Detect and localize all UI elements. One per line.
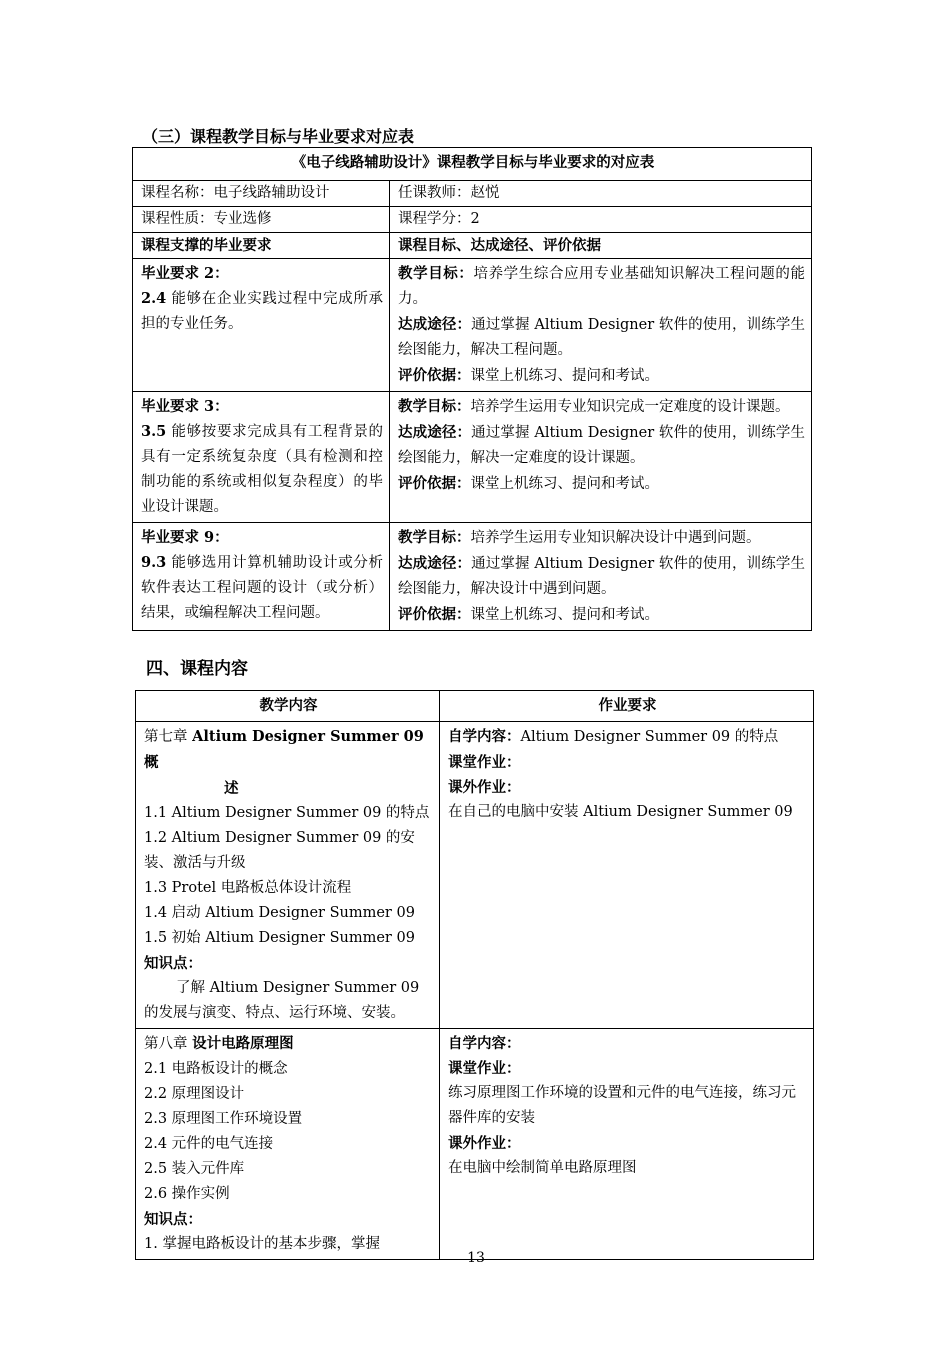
requirement-number: 2.4	[141, 290, 167, 307]
requirement-number: 9.3	[141, 554, 167, 571]
requirement-text: 能够按要求完成具有工程背景的具有一定系统复杂度（具有检测和控制功能的系统或相似复杂程度）的毕业设计课题。	[141, 424, 383, 515]
path-label: 达成途径：	[398, 424, 472, 441]
eval-label: 评价依据：	[398, 367, 471, 384]
requirement-title: 毕业要求 2：	[141, 265, 229, 282]
class-work-text: 练习原理图工作环境的设置和元件的电气连接，练习元器件库的安装	[448, 1085, 796, 1126]
knowledge-text: 1. 掌握电路板设计的基本步骤，掌握	[144, 1236, 380, 1252]
class-work-label: 课堂作业：	[448, 1060, 521, 1077]
list-item: 1.2 Altium Designer Summer 09 的安装、激活与升级	[144, 830, 415, 871]
chapter-title: 设计电路原理图	[192, 1035, 294, 1052]
list-item: 1.1 Altium Designer Summer 09 的特点	[144, 805, 430, 821]
list-item: 2.3 原理图工作环境设置	[144, 1111, 303, 1127]
home-work-text: 在电脑中绘制简单电路原理图	[448, 1160, 637, 1176]
goal-text: 培养学生运用专业知识解决设计中遇到问题。	[470, 530, 761, 546]
knowledge-label: 知识点：	[144, 955, 202, 972]
list-item: 1.4 启动 Altium Designer Summer 09	[144, 905, 415, 921]
objectives-table	[132, 147, 812, 631]
home-work-label: 课外作业：	[448, 779, 521, 796]
list-item: 1.5 初始 Altium Designer Summer 09	[144, 930, 415, 946]
list-item: 1.3 Protel 电路板总体设计流程	[144, 880, 352, 896]
goal-text: 培养学生运用专业知识完成一定难度的设计课题。	[470, 399, 790, 415]
eval-text: 课堂上机练习、提问和考试。	[470, 368, 659, 384]
eval-text: 课堂上机练习、提问和考试。	[470, 476, 659, 492]
chapter-title: Altium Designer Summer 09 概	[144, 728, 424, 771]
goal-label: 教学目标：	[398, 398, 471, 415]
class-work-label: 课堂作业：	[448, 754, 521, 771]
list-item: 2.6 操作实例	[144, 1186, 230, 1202]
course-type: 课程性质：专业选修	[133, 207, 390, 233]
path-text: 通过掌握 Altium Designer 软件的使用，训练学生绘图能力，解决一定难度的设计课题。	[398, 425, 806, 466]
header-objectives: 课程目标、达成途径、评价依据	[390, 233, 812, 259]
page-number: 13	[467, 1250, 485, 1266]
list-item: 2.4 元件的电气连接	[144, 1136, 274, 1152]
eval-text: 课堂上机练习、提问和考试。	[470, 607, 659, 623]
course-content-table	[135, 690, 814, 1260]
objective-cell	[390, 259, 812, 392]
list-item: 2.1 电路板设计的概念	[144, 1061, 288, 1077]
chapter-prefix: 第八章	[144, 1036, 193, 1052]
teacher: 任课教师：赵悦	[390, 181, 812, 207]
requirement-text: 能够选用计算机辅助设计或分析软件表达工程问题的设计（或分析）结果，或编程解决工程问题。	[141, 555, 383, 621]
requirement-number: 3.5	[141, 423, 167, 440]
section-4-title: 四、课程内容	[146, 659, 248, 679]
section-3-title: （三）课程教学目标与毕业要求对应表	[142, 127, 415, 146]
table-row	[133, 392, 812, 523]
table-caption: 《电子线路辅助设计》课程教学目标与毕业要求的对应表	[133, 148, 812, 181]
list-item: 2.5 装入元件库	[144, 1161, 245, 1177]
requirement-title: 毕业要求 9：	[141, 529, 229, 546]
homework-cell	[440, 1029, 814, 1260]
table-row	[133, 259, 812, 392]
homework-cell	[440, 722, 814, 1029]
list-item: 2.2 原理图设计	[144, 1086, 245, 1102]
table-row	[133, 523, 812, 631]
goal-text: 培养学生综合应用专业基础知识解决工程问题的能力。	[398, 266, 806, 307]
requirement-text: 能够在企业实践过程中完成所承担的专业任务。	[141, 291, 383, 332]
objective-cell	[390, 392, 812, 523]
self-study-label: 自学内容：	[448, 1035, 521, 1052]
path-text: 通过掌握 Altium Designer 软件的使用，训练学生绘图能力，解决设计中遇到问题。	[398, 556, 806, 597]
header-homework: 作业要求	[440, 691, 814, 722]
content-cell	[136, 1029, 440, 1260]
self-study-text: Altium Designer Summer 09 的特点	[520, 729, 779, 745]
requirement-title: 毕业要求 3：	[141, 398, 229, 415]
chapter-prefix: 第七章	[144, 729, 193, 745]
goal-label: 教学目标：	[398, 529, 471, 546]
header-teaching-content: 教学内容	[136, 691, 440, 722]
knowledge-text: 了解 Altium Designer Summer 09 的发展与演变、特点、运行环境、安装。	[144, 980, 420, 1021]
header-requirements: 课程支撑的毕业要求	[133, 233, 390, 259]
requirement-cell	[133, 392, 390, 523]
course-name: 课程名称：电子线路辅助设计	[133, 181, 390, 207]
eval-label: 评价依据：	[398, 606, 471, 623]
self-study-label: 自学内容：	[448, 728, 521, 745]
requirement-cell	[133, 259, 390, 392]
goal-label: 教学目标：	[398, 265, 474, 282]
content-cell	[136, 722, 440, 1029]
home-work-label: 课外作业：	[448, 1135, 521, 1152]
objective-cell	[390, 523, 812, 631]
path-label: 达成途径：	[398, 555, 472, 572]
course-credits: 课程学分：2	[390, 207, 812, 233]
requirement-cell	[133, 523, 390, 631]
eval-label: 评价依据：	[398, 475, 471, 492]
path-text: 通过掌握 Altium Designer 软件的使用，训练学生绘图能力，解决工程问题。	[398, 317, 806, 358]
knowledge-label: 知识点：	[144, 1211, 202, 1228]
table-row	[136, 722, 814, 1029]
table-row	[136, 1029, 814, 1260]
chapter-title-cont: 述	[224, 780, 239, 797]
path-label: 达成途径：	[398, 316, 472, 333]
home-work-text: 在自己的电脑中安装 Altium Designer Summer 09	[448, 804, 793, 820]
